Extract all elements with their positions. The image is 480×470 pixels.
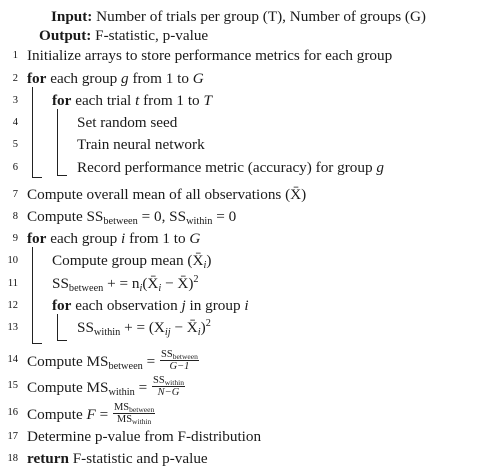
algo-line-18 [27, 450, 208, 468]
for-block-bar [57, 314, 67, 341]
subscript: within [93, 327, 121, 339]
line-text: each group [50, 70, 118, 87]
algo-line-9 [27, 230, 200, 248]
line-text: SS [52, 275, 69, 292]
subscript: between [129, 405, 155, 415]
algo-line-1 [27, 47, 392, 65]
input-label: Input: [51, 8, 93, 25]
line-number: 6 [12, 162, 18, 173]
subscript: between [103, 216, 138, 228]
line-text: Compute SS [27, 208, 104, 225]
line-number: 18 [7, 453, 18, 464]
line-text: each trial [75, 92, 132, 109]
for-block-bar [32, 87, 42, 178]
algo-line-14: Compute $MS_{between}$ = $\frac{SS_{between}}{G-1}$ [27, 349, 198, 373]
line-text: (X̄ [142, 275, 159, 292]
algo-line-5 [77, 136, 205, 154]
math-var: i [121, 230, 126, 247]
line-number: 15 [7, 380, 18, 391]
line-text: Train neural network [77, 136, 205, 153]
superscript: 2 [193, 274, 199, 286]
output-label: Output: [39, 27, 92, 44]
subscript: between [172, 352, 198, 362]
subscript: i [197, 327, 201, 339]
for-block-bar [57, 109, 67, 176]
subscript: within [132, 417, 152, 427]
line-number: 13 [7, 322, 18, 333]
denominator: G−1 [169, 361, 190, 372]
line-text: − X̄) [165, 275, 194, 292]
line-text: ) [206, 252, 212, 269]
fraction [113, 402, 155, 425]
subscript: i [203, 260, 207, 272]
algo-line-11 [52, 275, 199, 293]
subscript: within [108, 387, 135, 399]
subscript: i [139, 283, 143, 295]
line-number: 10 [7, 255, 18, 266]
subscript: between [108, 361, 143, 373]
return-keyword: return [27, 450, 69, 467]
line-text: Record performance metric (accuracy) for group [77, 159, 373, 176]
line-text: each observation [75, 297, 178, 314]
line-number: 16 [7, 407, 18, 418]
line-number: 5 [12, 139, 18, 150]
algo-line-2 [27, 70, 204, 88]
subscript: between [68, 283, 104, 295]
algo-line-3 [52, 92, 212, 110]
output-line [39, 27, 208, 45]
line-number: 8 [12, 211, 18, 222]
line-text: = 0, SS [141, 208, 187, 225]
line-text: each group [50, 230, 118, 247]
algo-line-10 [52, 252, 211, 270]
superscript: 2 [205, 318, 211, 330]
input-text: Number of trials per group (T), Number of groups (G) [96, 8, 426, 25]
line-text: F-statistic and p-value [72, 450, 208, 467]
line-text: + = n [107, 275, 140, 292]
line-text: Determine p-value from F-distribution [27, 428, 262, 445]
math-var: g [121, 70, 129, 87]
numerator: SS [161, 349, 173, 360]
numerator: SS [153, 375, 165, 386]
line-text: from 1 to [132, 70, 189, 87]
line-text: ) [200, 319, 206, 336]
fraction [160, 349, 199, 372]
line-text: = 0 [216, 208, 237, 225]
for-keyword: for [27, 230, 47, 247]
line-number: 17 [7, 431, 18, 442]
denominator: N−G [157, 387, 180, 398]
algo-line-13 [77, 319, 211, 337]
for-keyword: for [52, 297, 72, 314]
line-text: Compute [27, 405, 83, 423]
line-text: + = (X [124, 319, 165, 336]
line-text: in group [189, 297, 241, 314]
math-var: t [135, 92, 140, 109]
for-keyword: for [27, 70, 47, 87]
algo-line-8 [27, 208, 236, 226]
subscript: ij [164, 327, 171, 339]
line-number: 14 [7, 354, 18, 365]
algo-line-17 [27, 428, 261, 446]
subscript: within [164, 378, 184, 388]
math-var: j [181, 297, 186, 314]
line-number: 7 [12, 189, 18, 200]
algo-line-6 [77, 159, 384, 177]
line-text: SS [77, 319, 94, 336]
line-text: Compute MS [27, 378, 109, 396]
line-number: 2 [12, 73, 18, 84]
line-number: 1 [12, 50, 18, 61]
line-text: from 1 to [129, 230, 186, 247]
math-var: i [244, 297, 249, 314]
line-text: from 1 to [143, 92, 200, 109]
line-number: 4 [12, 117, 18, 128]
line-text: Set random seed [77, 114, 178, 131]
fraction [152, 375, 185, 398]
output-text: F-statistic, p-value [95, 27, 209, 44]
numerator: MS [113, 402, 130, 413]
math-var: F [86, 405, 96, 423]
line-text: Compute overall mean of all observations (X̄) [27, 186, 307, 203]
subscript: within [186, 216, 213, 228]
line-number: 12 [7, 300, 18, 311]
input-line [51, 8, 426, 26]
algo-line-7 [27, 186, 306, 204]
line-text: Compute group mean (X̄ [52, 252, 204, 269]
math-var: G [192, 70, 204, 87]
subscript: i [158, 283, 162, 295]
algo-line-16: Compute F = $\frac{MS_{between}}{MS_{within}}$ [27, 402, 155, 427]
math-var: g [376, 159, 384, 176]
line-number: 11 [7, 278, 18, 289]
line-text: Compute MS [27, 352, 109, 370]
line-text: − X̄ [174, 319, 198, 336]
algo-line-4 [77, 114, 177, 132]
line-number: 3 [12, 95, 18, 106]
algo-line-15: Compute $MS_{within}$ = $\frac{SS_{within}}{N-G}$ [27, 375, 184, 399]
for-block-bar [32, 247, 42, 344]
line-number: 9 [12, 233, 18, 244]
line-text: Initialize arrays to store performance metrics for each group [27, 47, 393, 64]
math-var: G [189, 230, 201, 247]
math-var: T [203, 92, 212, 109]
for-keyword: for [52, 92, 72, 109]
denominator: MS [116, 414, 133, 425]
algo-line-12 [52, 297, 249, 315]
